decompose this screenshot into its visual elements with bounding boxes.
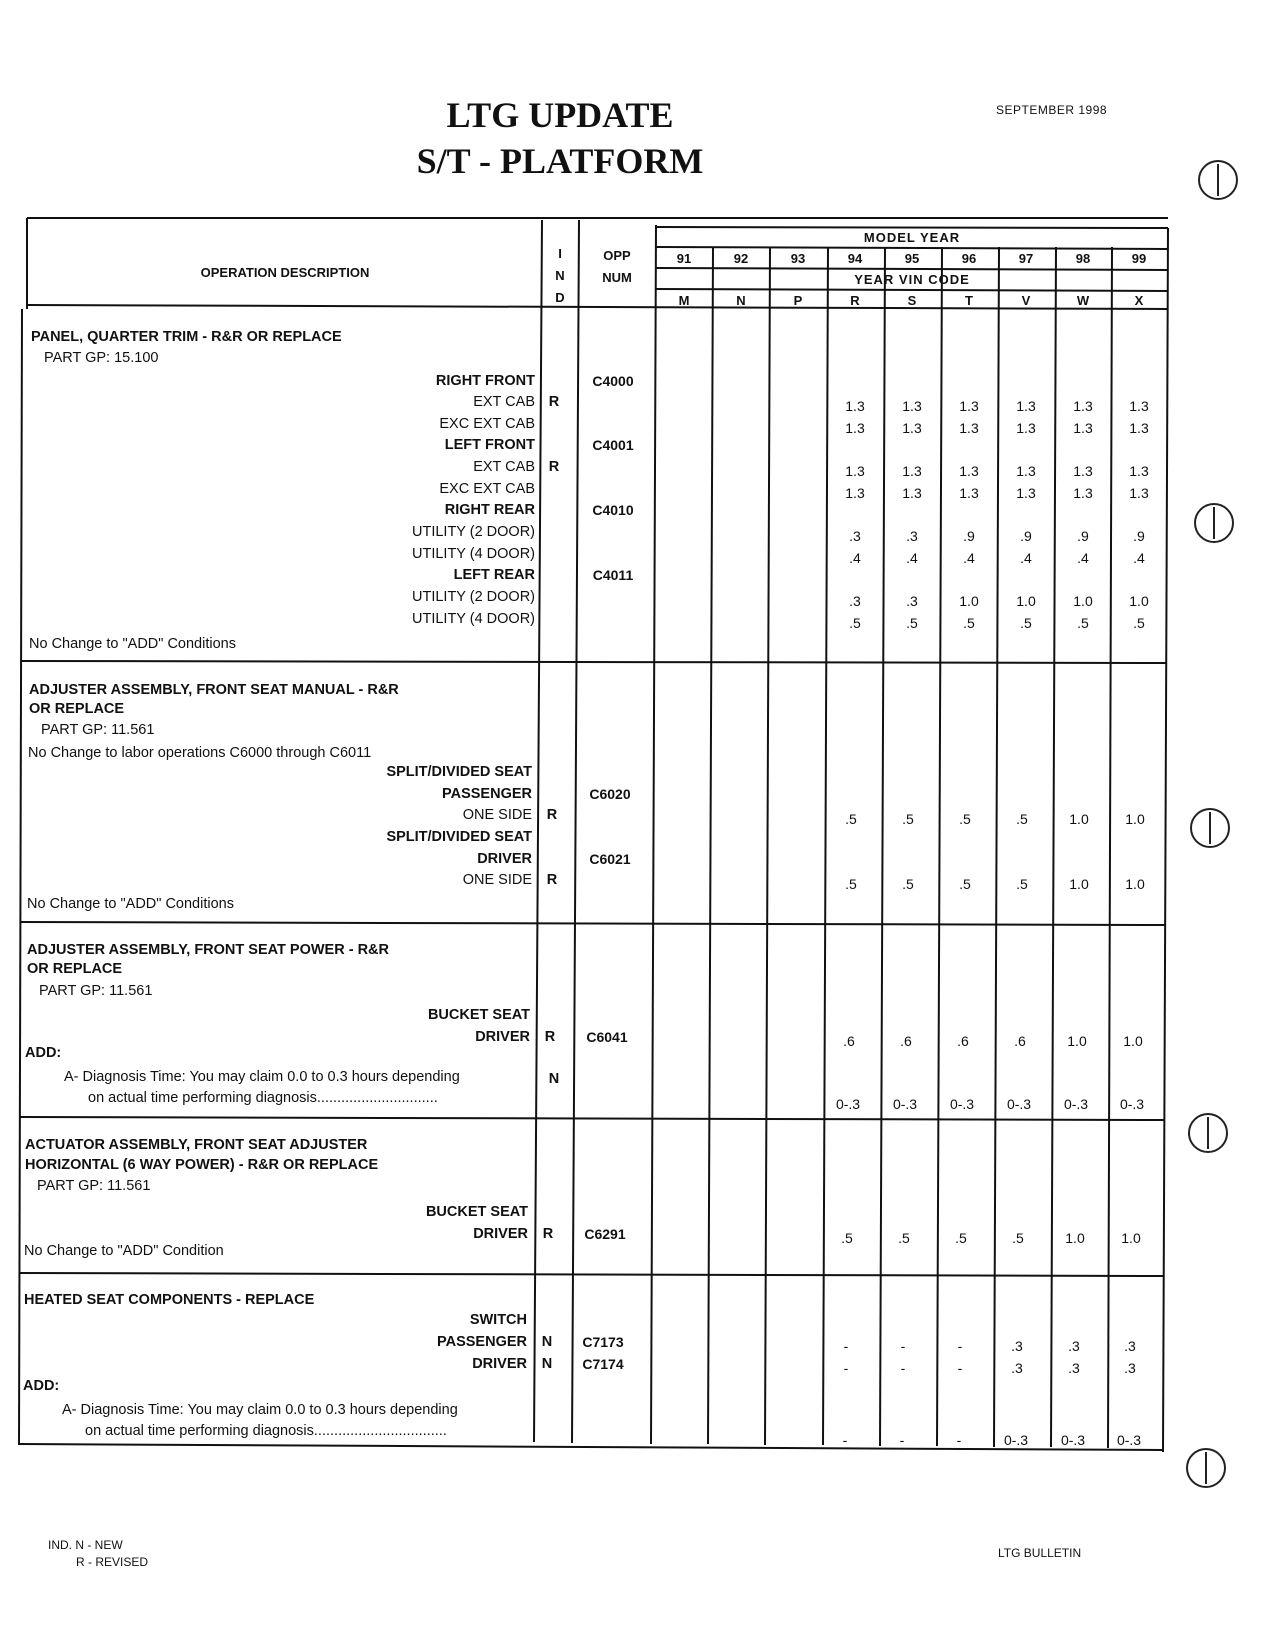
section-title-cont: OR REPLACE: [29, 701, 125, 717]
diagnosis-text: A- Diagnosis Time: You may claim 0.0 to 0.3 hours depending: [64, 1069, 460, 1085]
labor-time-value: 1.3: [845, 398, 865, 414]
opp-number: C6041: [586, 1029, 628, 1045]
section-title-cont: OR REPLACE: [27, 961, 123, 977]
row-label: SPLIT/DIVIDED SEAT: [386, 764, 532, 780]
labor-time-value: .5: [902, 876, 914, 892]
diagnosis-time-value: 0-.3: [1119, 1096, 1145, 1112]
part-group: PART GP: 11.561: [41, 722, 155, 738]
part-group: PART GP: 11.561: [37, 1178, 151, 1194]
section-title: PANEL, QUARTER TRIM - R&R OR REPLACE: [31, 329, 342, 345]
labor-time-value: .5: [906, 615, 918, 631]
labor-time-value: .5: [963, 615, 975, 631]
section-note-top: No Change to labor operations C6000 through C6011: [28, 745, 372, 761]
add-label: ADD:: [23, 1378, 60, 1394]
section-note: No Change to "ADD" Condition: [24, 1243, 224, 1259]
opp-number: C6021: [589, 851, 631, 867]
ind-code: R: [548, 459, 560, 475]
legend-new: IND. N - NEW: [48, 1538, 123, 1552]
labor-time-value: .3: [906, 593, 918, 609]
labor-time-value: 1.3: [959, 463, 979, 479]
opp-number: C4001: [592, 437, 634, 453]
diagnosis-time-value: 0-.3: [1006, 1096, 1032, 1112]
header-code-W: W: [1076, 293, 1090, 308]
labor-time-value: 1.3: [1129, 398, 1149, 414]
add-label: ADD:: [25, 1045, 62, 1061]
header-year-95: 95: [904, 251, 920, 266]
labor-time-value: .3: [906, 528, 918, 544]
labor-time-value: .6: [957, 1033, 969, 1049]
ind-code: R: [542, 1226, 554, 1242]
row-label: EXT CAB: [473, 394, 535, 410]
header-num: NUM: [602, 270, 632, 285]
labor-time-value: .5: [841, 1230, 853, 1246]
labor-time-value: .3: [1011, 1360, 1023, 1376]
labor-time-value: .5: [955, 1230, 967, 1246]
row-label: ONE SIDE: [462, 807, 532, 823]
labor-time-value: .3: [1068, 1338, 1080, 1354]
labor-time-value: 1.0: [1067, 1033, 1087, 1049]
labor-time-value: 1.0: [1016, 593, 1036, 609]
opp-number: C7174: [582, 1356, 624, 1372]
diagnosis-text: A- Diagnosis Time: You may claim 0.0 to 0.3 hours depending: [62, 1402, 458, 1418]
header-ind-d: D: [555, 290, 565, 305]
diagnosis-ind: N: [548, 1071, 560, 1087]
labor-time-value: .6: [843, 1033, 855, 1049]
labor-time-value: .3: [1068, 1360, 1080, 1376]
diagnosis-text-cont: on actual time performing diagnosis.................................: [85, 1423, 447, 1439]
diagnosis-time-value: -: [899, 1432, 905, 1448]
diagnosis-time-value: 0-.3: [1063, 1096, 1089, 1112]
labor-time-value: .4: [1077, 550, 1089, 566]
row-label: DRIVER: [477, 851, 532, 867]
header-year-97: 97: [1018, 251, 1034, 266]
labor-time-value: .6: [1014, 1033, 1026, 1049]
row-label: ONE SIDE: [462, 872, 532, 888]
header-ind-i: I: [558, 246, 562, 261]
labor-time-value: .5: [1133, 615, 1145, 631]
labor-time-value: .3: [1124, 1338, 1136, 1354]
labor-time-value: -: [900, 1338, 906, 1354]
labor-time-value: .5: [959, 811, 971, 827]
labor-time-value: .5: [845, 876, 857, 892]
labor-time-value: 1.3: [902, 420, 922, 436]
labor-time-value: .5: [849, 615, 861, 631]
section-note: No Change to "ADD" Conditions: [29, 636, 236, 652]
row-label: UTILITY (4 DOOR): [412, 546, 535, 562]
header-code-R: R: [850, 293, 860, 308]
row-label: RIGHT REAR: [444, 502, 535, 518]
header-model-year: MODEL YEAR: [863, 230, 961, 245]
labor-time-value: -: [843, 1338, 849, 1354]
labor-time-value: 1.0: [1069, 811, 1089, 827]
labor-time-value: 1.3: [845, 420, 865, 436]
section-title: ADJUSTER ASSEMBLY, FRONT SEAT MANUAL - R&R: [29, 682, 399, 698]
labor-time-value: 1.3: [959, 398, 979, 414]
header-code-M: M: [678, 293, 690, 308]
labor-time-value: .3: [1124, 1360, 1136, 1376]
labor-time-value: 1.3: [1073, 420, 1093, 436]
diagnosis-time-value: 0-.3: [1116, 1432, 1142, 1448]
opp-number: C4010: [592, 502, 634, 518]
labor-time-value: -: [843, 1360, 849, 1376]
header-year-92: 92: [733, 251, 749, 266]
labor-time-value: 1.0: [1121, 1230, 1141, 1246]
header-ind-n: N: [555, 268, 565, 283]
labor-time-value: .5: [1012, 1230, 1024, 1246]
labor-time-value: 1.3: [1073, 485, 1093, 501]
labor-time-value: 1.3: [1016, 420, 1036, 436]
labor-time-value: 1.3: [1073, 398, 1093, 414]
labor-time-value: .4: [1133, 550, 1145, 566]
labor-time-value: 1.3: [1016, 398, 1036, 414]
opp-number: C4011: [592, 567, 634, 583]
labor-time-value: .9: [1077, 528, 1089, 544]
labor-time-value: 1.0: [1123, 1033, 1143, 1049]
row-label: DRIVER: [473, 1226, 528, 1242]
labor-time-value: .4: [963, 550, 975, 566]
diagnosis-time-value: -: [956, 1432, 962, 1448]
diagnosis-time-value: 0-.3: [949, 1096, 975, 1112]
labor-time-value: .5: [1016, 811, 1028, 827]
labor-time-value: -: [957, 1338, 963, 1354]
row-label: PASSENGER: [442, 786, 532, 802]
row-label: EXC EXT CAB: [439, 416, 535, 432]
ind-code: R: [546, 807, 558, 823]
header-operation-description: OPERATION DESCRIPTION: [200, 265, 370, 280]
opp-number: C7173: [582, 1334, 624, 1350]
labor-time-value: 1.0: [1125, 811, 1145, 827]
row-label: UTILITY (2 DOOR): [412, 589, 535, 605]
ind-code: R: [546, 872, 558, 888]
opp-number: C6020: [589, 786, 631, 802]
bulletin-label: LTG BULLETIN: [998, 1546, 1082, 1560]
header-year-93: 93: [790, 251, 806, 266]
labor-time-value: .4: [849, 550, 861, 566]
labor-time-value: .6: [900, 1033, 912, 1049]
labor-time-value: 1.3: [1016, 463, 1036, 479]
row-label: RIGHT FRONT: [435, 373, 535, 389]
part-group: PART GP: 11.561: [39, 983, 153, 999]
labor-time-value: 1.3: [1073, 463, 1093, 479]
header-year-94: 94: [847, 251, 863, 266]
labor-time-value: 1.3: [902, 463, 922, 479]
labor-time-value: .5: [959, 876, 971, 892]
ind-code: R: [544, 1029, 556, 1045]
labor-time-value: 1.3: [1016, 485, 1036, 501]
labor-time-value: 1.3: [1129, 463, 1149, 479]
header-code-N: N: [736, 293, 746, 308]
labor-time-value: -: [900, 1360, 906, 1376]
labor-time-value: 1.3: [1129, 485, 1149, 501]
labor-time-value: .9: [1133, 528, 1145, 544]
diagnosis-time-value: 0-.3: [892, 1096, 918, 1112]
labor-time-value: 1.3: [902, 398, 922, 414]
row-label: LEFT REAR: [453, 567, 535, 583]
labor-time-value: 1.0: [1065, 1230, 1085, 1246]
labor-time-value: 1.3: [959, 485, 979, 501]
row-label: DRIVER: [472, 1356, 527, 1372]
row-label: EXT CAB: [473, 459, 535, 475]
labor-time-value: 1.3: [902, 485, 922, 501]
opp-number: C6291: [584, 1226, 626, 1242]
page-title-line2: S/T - PLATFORM: [416, 141, 704, 181]
diagnosis-text-cont: on actual time performing diagnosis..............................: [88, 1090, 438, 1106]
labor-time-value: 1.3: [845, 485, 865, 501]
labor-time-value: .5: [1016, 876, 1028, 892]
header-year-vin-code: YEAR VIN CODE: [854, 272, 970, 287]
bulletin-date: SEPTEMBER 1998: [996, 103, 1108, 117]
diagnosis-time-value: 0-.3: [1003, 1432, 1029, 1448]
labor-time-value: 1.0: [1129, 593, 1149, 609]
ind-code: N: [541, 1356, 553, 1372]
header-opp: OPP: [603, 248, 631, 263]
ind-code: R: [548, 394, 560, 410]
header-year-99: 99: [1131, 251, 1147, 266]
diagnosis-time-value: 0-.3: [835, 1096, 861, 1112]
section-title-cont: HORIZONTAL (6 WAY POWER) - R&R OR REPLACE: [25, 1157, 379, 1173]
section-title: ACTUATOR ASSEMBLY, FRONT SEAT ADJUSTER: [25, 1137, 368, 1153]
labor-time-value: 1.3: [1129, 420, 1149, 436]
row-label: SPLIT/DIVIDED SEAT: [386, 829, 532, 845]
labor-time-value: .3: [849, 593, 861, 609]
section-title: HEATED SEAT COMPONENTS - REPLACE: [24, 1292, 315, 1308]
labor-time-value: .3: [1011, 1338, 1023, 1354]
header-code-S: S: [907, 293, 917, 308]
header-year-98: 98: [1075, 251, 1091, 266]
header-code-X: X: [1134, 293, 1144, 308]
page-title-line1: LTG UPDATE: [446, 95, 674, 135]
labor-time-value: .5: [902, 811, 914, 827]
labor-time-value: .9: [1020, 528, 1032, 544]
labor-time-value: .5: [1020, 615, 1032, 631]
opp-number: C4000: [592, 373, 634, 389]
labor-time-value: .5: [1077, 615, 1089, 631]
labor-time-value: 1.0: [1125, 876, 1145, 892]
row-label: BUCKET SEAT: [425, 1204, 528, 1220]
header-code-V: V: [1021, 293, 1031, 308]
row-label: EXC EXT CAB: [439, 481, 535, 497]
row-label: UTILITY (4 DOOR): [412, 611, 535, 627]
labor-time-value: -: [957, 1360, 963, 1376]
section-title: ADJUSTER ASSEMBLY, FRONT SEAT POWER - R&R: [27, 942, 389, 958]
row-label: BUCKET SEAT: [427, 1007, 530, 1023]
ind-code: N: [541, 1334, 553, 1350]
legend-revised: R - REVISED: [76, 1555, 149, 1569]
row-label: DRIVER: [475, 1029, 530, 1045]
header-code-T: T: [965, 293, 973, 308]
diagnosis-time-value: 0-.3: [1060, 1432, 1086, 1448]
row-label: PASSENGER: [437, 1334, 527, 1350]
labor-time-value: 1.0: [1073, 593, 1093, 609]
labor-time-value: .5: [845, 811, 857, 827]
labor-time-value: .9: [963, 528, 975, 544]
labor-time-value: .4: [1020, 550, 1032, 566]
header-year-96: 96: [961, 251, 977, 266]
section-note: No Change to "ADD" Conditions: [27, 896, 234, 912]
labor-time-value: 1.3: [959, 420, 979, 436]
header-year-91: 91: [676, 251, 692, 266]
part-group: PART GP: 15.100: [44, 350, 159, 366]
labor-time-value: .4: [906, 550, 918, 566]
labor-time-value: 1.0: [959, 593, 979, 609]
labor-time-value: .5: [898, 1230, 910, 1246]
row-label: UTILITY (2 DOOR): [412, 524, 535, 540]
labor-time-value: 1.0: [1069, 876, 1089, 892]
header-code-P: P: [793, 293, 803, 308]
row-label: LEFT FRONT: [444, 437, 535, 453]
labor-time-value: 1.3: [845, 463, 865, 479]
diagnosis-time-value: -: [842, 1432, 848, 1448]
labor-time-value: .3: [849, 528, 861, 544]
row-label: SWITCH: [469, 1312, 527, 1328]
